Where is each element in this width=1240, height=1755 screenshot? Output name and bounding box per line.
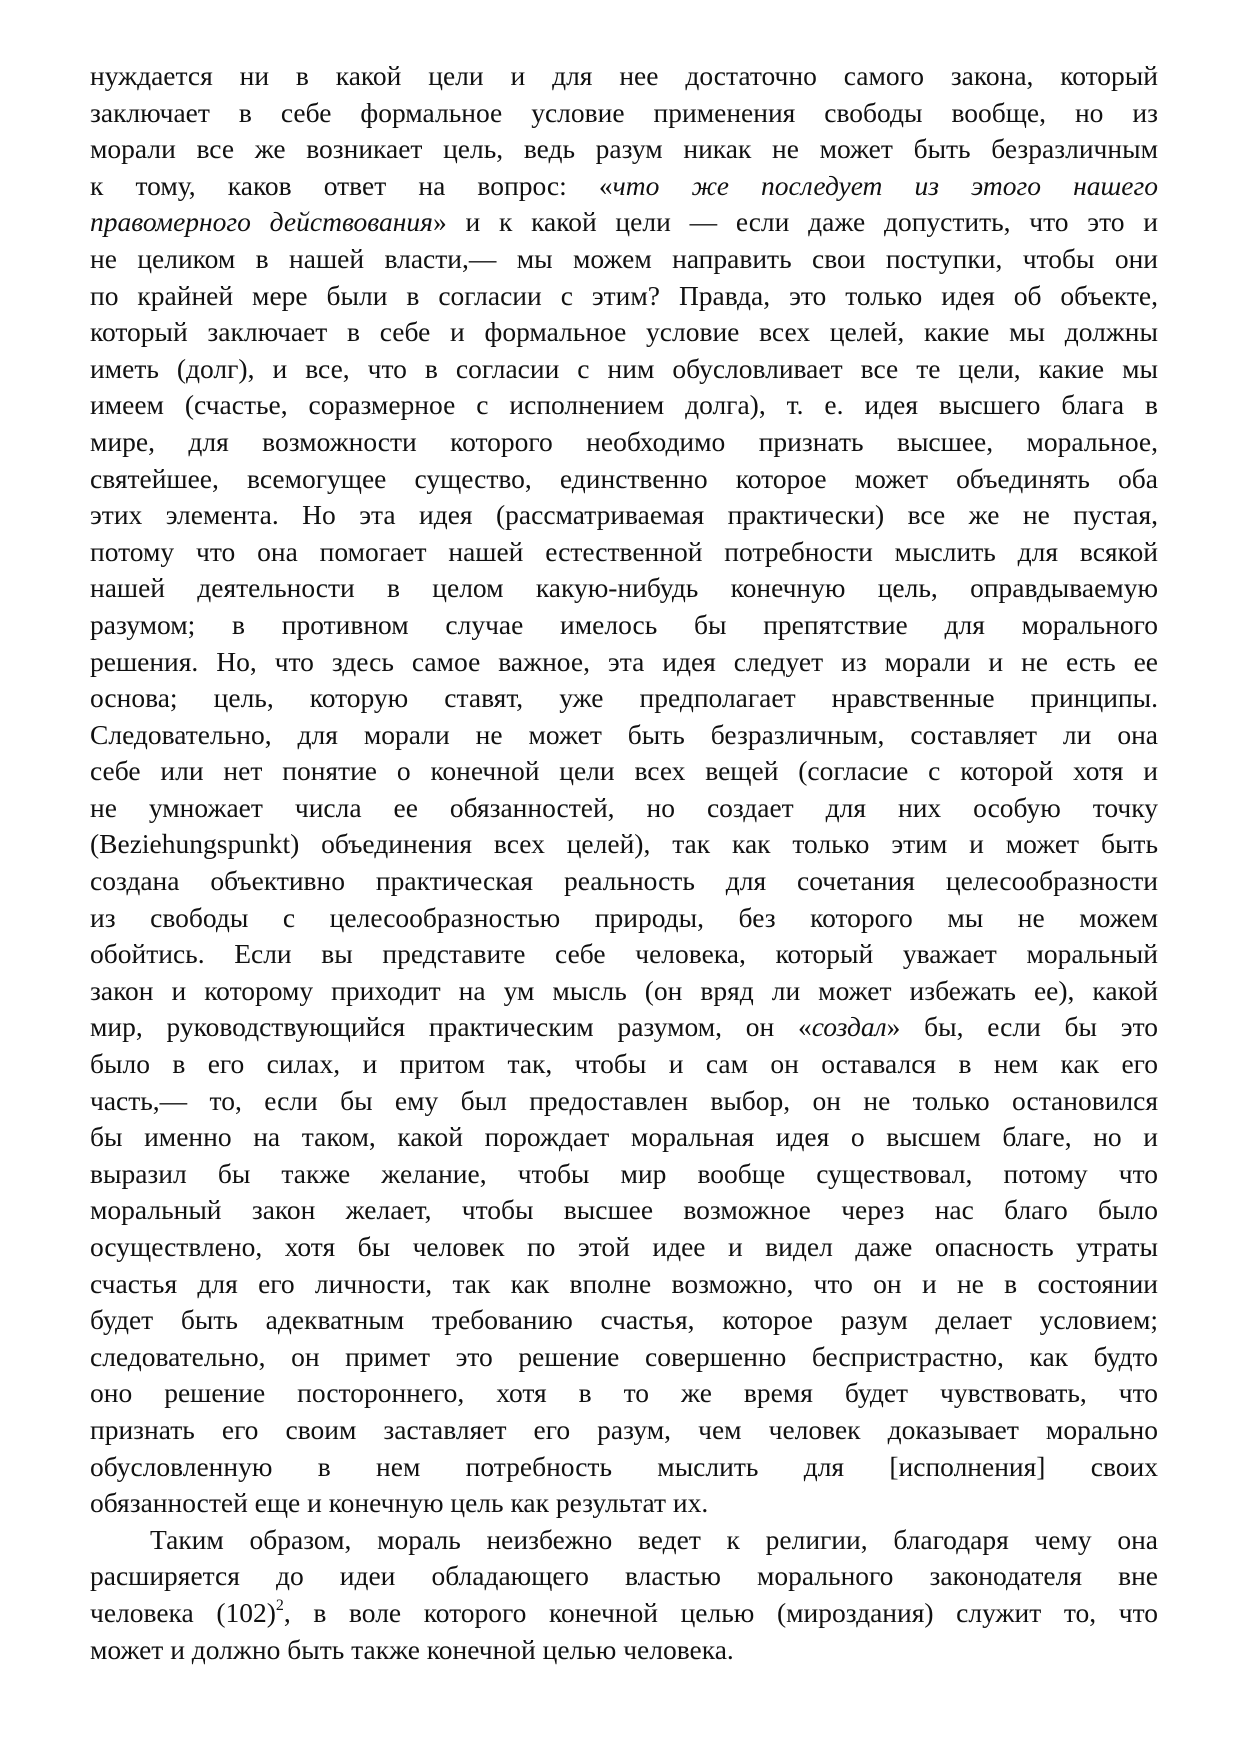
text-line: к тому, каков ответ на вопрос: «что же последует из этого нашего (90, 169, 1158, 201)
text-line: расширяется до идеи обладающего властью морального законодателя вне (90, 1560, 1158, 1592)
text-line: обязанностей еще и конечную цель как результат их. (90, 1487, 709, 1519)
text-line: было в его силах, и притом так, чтобы и сам он оставался в нем как его (90, 1048, 1158, 1080)
text-line: заключает в себе формальное условие применения свободы вообще, но из (90, 96, 1158, 128)
text-line: обусловленную в нем потребность мыслить для [исполнения] своих (90, 1450, 1158, 1482)
italic-quote: что же последует из этого нашего (612, 169, 1158, 201)
text-line: разумом; в противном случае имелось бы препятствие для морального (90, 608, 1158, 640)
text-line: имеем (счастье, соразмерное с исполнением долга), т. е. идея высшего блага в (90, 389, 1158, 421)
text-line: следовательно, он примет это решение совершенно беспристрастно, как будто (90, 1340, 1158, 1372)
text-line: Таким образом, мораль неизбежно ведет к религии, благодаря чему она (150, 1523, 1158, 1555)
text-line: из свободы с целесообразностью природы, без которого мы не можем (90, 901, 1158, 933)
text-line: счастья для его личности, так как вполне возможно, что он и не в состоянии (90, 1267, 1158, 1299)
text-line: потому что она помогает нашей естественной потребности мыслить для всякой (90, 535, 1158, 567)
paragraph-1 (90, 58, 1158, 1522)
text-line: не целиком в нашей власти,— мы можем направить свои поступки, чтобы они (90, 242, 1158, 274)
text-line: может и должно быть также конечной целью человека. (90, 1633, 734, 1665)
text-line: бы именно на таком, какой порождает моральная идея о высшем благе, но и (90, 1121, 1158, 1153)
text-line: основа; цель, которую ставят, уже предполагает нравственные принципы. (90, 682, 1158, 714)
text-line: иметь (долг), и все, что в согласии с ним обусловливает все те цели, какие мы (90, 352, 1158, 384)
text-line: себе или нет понятие о конечной цели всех вещей (согласие с которой хотя и (90, 755, 1158, 787)
text-line: человека $(102)^2$, в воле которого конечной целью (мироздания) служит то, что (90, 1596, 1158, 1628)
text-line: решения. Но, что здесь самое важное, эта идея следует из морали и не есть ее (90, 645, 1158, 677)
text-line: моральный закон желает, чтобы высшее возможное через нас благо было (90, 1194, 1158, 1226)
text-line: правомерного действования» и к какой цели — если даже допустить, что это и (90, 206, 1158, 238)
text-line: мире, для возможности которого необходимо признать высшее, моральное, (90, 425, 1158, 457)
text-line: выразил бы также желание, чтобы мир вообще существовал, потому что (90, 1157, 1158, 1189)
italic-word: создал (811, 1011, 887, 1043)
text-line: будет быть адекватным требованию счастья, которое разум делает условием; (90, 1304, 1158, 1336)
text-line: Следовательно, для морали не может быть безразличным, составляет ли она (90, 718, 1158, 750)
text-line: (Beziehungspunkt) объединения всех целей), так как только этим и может быть (90, 828, 1158, 860)
italic-quote: правомерного действования (90, 206, 433, 238)
text-line: закон и которому приходит на ум мысль (он вряд ли может избежать ее), какой (90, 974, 1158, 1006)
paragraph-2 (90, 1522, 1158, 1668)
text-line: нуждается ни в какой цели и для нее достаточно самого закона, который (90, 60, 1158, 91)
text-line: признать его своим заставляет его разум, чем человек доказывает морально (90, 1413, 1158, 1445)
text-line: по крайней мере были в согласии с этим? Правда, это только идея об объекте, (90, 279, 1158, 311)
document-page (90, 58, 1158, 1668)
text-line: нашей деятельности в целом какую-нибудь конечную цель, оправдываемую (90, 572, 1158, 604)
text-line: обойтись. Если вы представите себе человека, который уважает моральный (90, 938, 1158, 970)
text-line: создана объективно практическая реальность для сочетания целесообразности (90, 865, 1158, 897)
text-line: не умножает числа ее обязанностей, но создает для них особую точку (90, 791, 1158, 823)
text-line: мир, руководствующийся практическим разумом, он «создал» бы, если бы это (90, 1011, 1158, 1043)
text-line: часть,— то, если бы ему был предоставлен выбор, он не только остановился (90, 1084, 1158, 1116)
text-line: осуществлено, хотя бы человек по этой идее и видел даже опасность утраты (90, 1231, 1158, 1262)
text-line: святейшее, всемогущее существо, единственно которое может объединять оба (90, 462, 1158, 494)
text-line: этих элемента. Но эта идея (рассматриваемая практически) все же не пустая, (90, 499, 1158, 531)
text-line: оно решение постороннего, хотя в то же время будет чувствовать, что (90, 1377, 1158, 1409)
footnote-marker[interactable]: 2 (275, 1596, 284, 1614)
text-line: который заключает в себе и формальное условие всех целей, какие мы должны (90, 316, 1158, 348)
text-line: морали все же возникает цель, ведь разум никак не может быть безразличным (90, 133, 1158, 165)
